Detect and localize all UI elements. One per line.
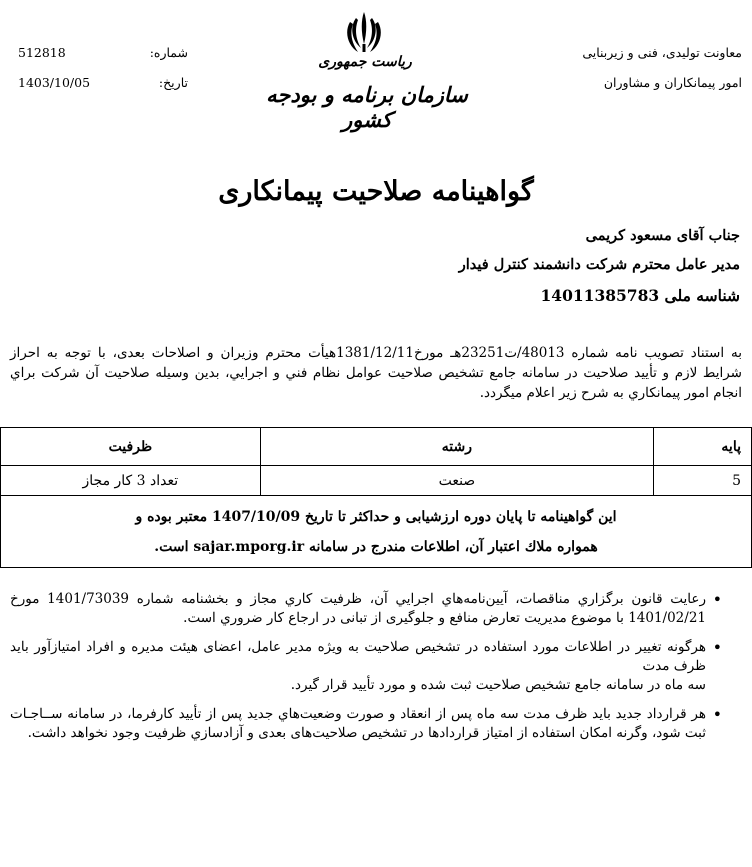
logo-presidency-text: رياست جمهوری [318,54,412,70]
national-id: شناسه ملی 14011385783 [540,286,740,305]
validity-note-line1: اين گواهينامه تا پايان دوره ارزشيابی و حداكثر تا تاريخ 1407/10/09 معتبر بوده و [135,508,617,525]
list-item [10,638,722,695]
conditions-list [10,590,722,753]
condition-text: رعايت قانون برگزاري مناقصات، آيين‌نامه‌هاي اجرايي آن، ظرفيت كاري مجاز و بخشنامه شماره 1401/73039 مورخ 1401/02/21 با موضوع مديريت تعارض منافع و جلوگيری از تبانی در ارجاع كار ضروري است. [10,591,706,626]
number-label: شماره: [149,45,188,60]
header-grade: پايه [654,428,752,466]
header-capacity: ظرفيت [1,428,261,466]
condition-text: هر قرارداد جديد بايد ظرف مدت سه ماه پس از انعقاد و صورت وضعيت‌هاي جديد پس از تأييد كارفرما، در سامانه ســاجـات ثبت شود، وگرنه امكان استفاده از امتياز قراردادها در تشخيص صلاحيت‌های بعدی و آزادسازي ظرفيت وجود نخواهد داشت. [10,706,706,741]
cell-grade: 5 [654,466,752,496]
addressee-name: جناب آقای مسعود كريمی [585,227,740,244]
qualification-table [0,427,752,568]
date-value: 1403/10/05 [18,75,91,90]
letter-number-row [18,38,188,68]
logo-organization-text: سازمان برنامه و بودجه كشور [266,82,468,132]
org-department-line: امور پيمانكاران و مشاوران [603,75,742,90]
validity-note-row [1,496,752,568]
list-item [10,590,722,628]
table-row [1,466,752,496]
condition-text: هرگونه تغيير در اطلاعات مورد استفاده در تشخيص صلاحيت به ويژه مدير عامل، اعضای هيئت مديره و افراد امتيازآور بايد ظرف مدت [10,639,706,674]
validity-note-line2: همواره ملاك اعتبار آن، اطلاعات مندرج در سامانه sajar.mporg.ir است. [154,538,598,555]
cell-capacity: تعداد 3 كار مجاز [1,466,261,496]
letter-date-row [18,68,188,98]
date-label: تاريخ: [158,75,188,90]
letter-meta [18,38,188,98]
table-header-row [1,428,752,466]
org-info [512,38,742,98]
addressee-position: مدير عامل محترم شرکت دانشمند کنترل فیدار [458,256,740,273]
org-deputy-line: معاونت توليدی، فنی و زيربنايی [582,45,742,60]
list-item [10,705,722,743]
cell-field: صنعت [260,466,653,496]
page-title: گواهینامه صلاحیت پیمانكاری [218,176,534,207]
body-paragraph: به استناد تصويب نامه شماره 48013/ت23251هـ مورخ1381/12/11هيأت محترم وزيران و اصلاحات بعدی، با توجه به احراز شرايط لازم و تأييد صلاحيت در سامانه جامع تشخيص صلاحيت عوامل نظام فني و اجرايي، بدين وسيله صلاحيت آن شركت براي انجام امور پيمانكاري به شرح زير اعلام ميگردد. [10,345,742,401]
iran-emblem-icon [346,10,382,54]
validity-note [1,496,752,568]
header-field: رشته [260,428,653,466]
number-value: 512818 [18,45,66,60]
condition-subtext: سه ماه در سامانه جامع تشخيص صلاحيت ثبت شده و مورد تأييد قرار گيرد. [290,677,706,693]
